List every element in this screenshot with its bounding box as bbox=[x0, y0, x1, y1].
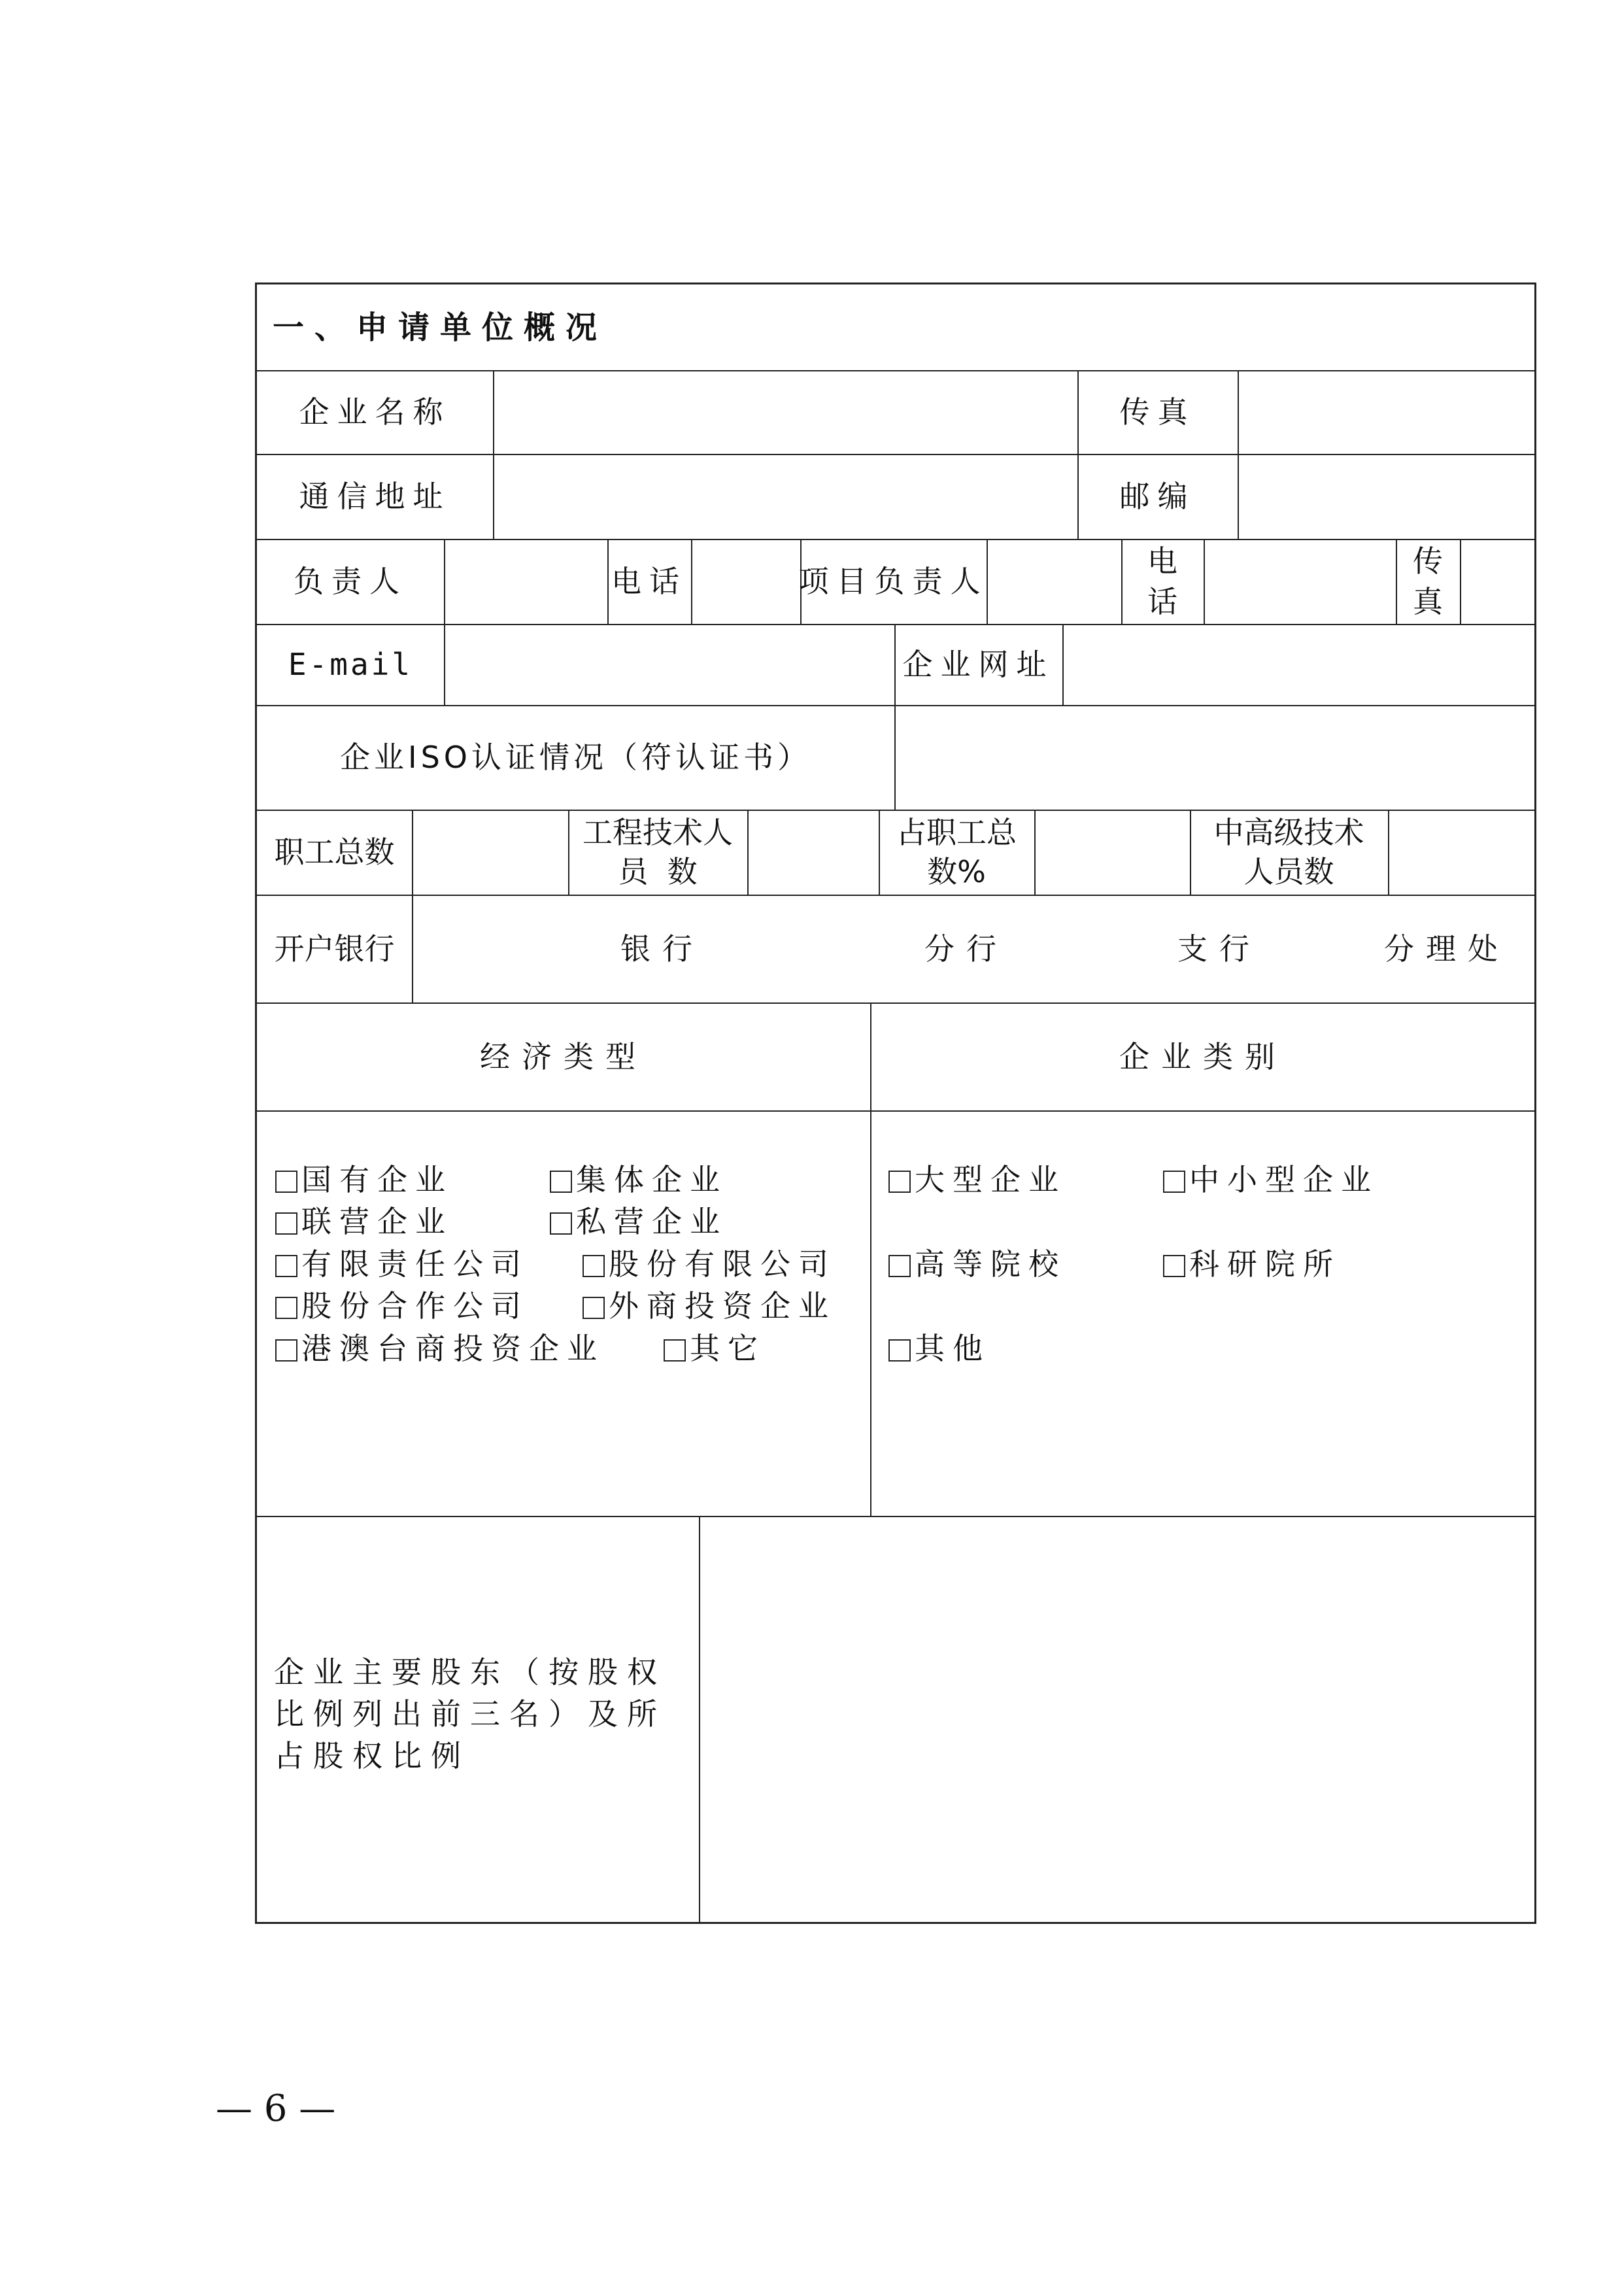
iso-certification-label: 企业ISO认证情况（符认证书） bbox=[340, 740, 811, 775]
fax2-label-top: 传 bbox=[1413, 543, 1443, 579]
total-staff-label: 职工总数 bbox=[274, 834, 395, 870]
economic-option-private[interactable]: 私营企业 bbox=[550, 1201, 728, 1242]
checkbox-icon[interactable] bbox=[550, 1171, 572, 1193]
economic-option-stock-cooperative[interactable]: 股份合作公司 bbox=[275, 1286, 529, 1326]
branch-label: 分行 bbox=[924, 931, 1008, 967]
category-option-large[interactable]: 大型企业 bbox=[888, 1159, 1066, 1200]
economic-option-collective[interactable]: 集体企业 bbox=[550, 1159, 728, 1200]
fax2-field[interactable] bbox=[1460, 539, 1536, 624]
eng-tech-staff-label bbox=[568, 810, 747, 895]
phone-label: 电话 bbox=[611, 564, 687, 599]
office-label: 分理处 bbox=[1384, 931, 1510, 967]
enterprise-category-header: 企业类别 bbox=[1119, 1038, 1287, 1074]
category-option-other[interactable]: 其他 bbox=[888, 1328, 990, 1369]
eng-tech-label-line1: 工程技术人 bbox=[583, 815, 733, 850]
category-option-research-institute[interactable]: 科研院所 bbox=[1163, 1244, 1341, 1284]
phone2-label bbox=[1121, 539, 1204, 624]
phone-field[interactable] bbox=[691, 539, 800, 624]
address-field[interactable] bbox=[493, 454, 1077, 539]
checkbox-icon[interactable] bbox=[275, 1255, 297, 1277]
economic-option-limited-liability[interactable]: 有限责任公司 bbox=[275, 1244, 529, 1284]
checkbox-icon[interactable] bbox=[1163, 1171, 1185, 1193]
senior-tech-staff-label bbox=[1190, 810, 1388, 895]
economic-option-other[interactable]: 其它 bbox=[664, 1328, 766, 1369]
economic-option-joint-stock[interactable]: 股份有限公司 bbox=[583, 1244, 836, 1284]
project-leader-label: 项目负责人 bbox=[798, 564, 988, 599]
checkbox-icon[interactable] bbox=[888, 1255, 911, 1277]
percentage-label-line2: 数% bbox=[927, 854, 986, 889]
checkbox-icon[interactable] bbox=[888, 1339, 911, 1362]
email-field[interactable] bbox=[444, 624, 894, 705]
website-field[interactable] bbox=[1062, 624, 1536, 705]
phone2-label-bottom: 话 bbox=[1147, 584, 1177, 619]
person-in-charge-field[interactable] bbox=[444, 539, 607, 624]
checkbox-icon[interactable] bbox=[1163, 1255, 1185, 1277]
percentage-label-line1: 占职工总 bbox=[896, 815, 1017, 850]
checkbox-icon[interactable] bbox=[888, 1171, 911, 1193]
total-staff-field[interactable] bbox=[412, 810, 568, 895]
category-option-university[interactable]: 高等院校 bbox=[888, 1244, 1066, 1284]
economic-option-state-owned[interactable]: 国有企业 bbox=[275, 1159, 453, 1200]
bank-label: 开户银行 bbox=[274, 931, 395, 967]
checkbox-icon[interactable] bbox=[550, 1212, 572, 1235]
row-divider bbox=[257, 1110, 1536, 1112]
section-title: 一、申请单位概况 bbox=[273, 309, 608, 346]
fax-field[interactable] bbox=[1238, 370, 1536, 454]
staff-percentage-label bbox=[879, 810, 1034, 895]
sub-branch-label: 支行 bbox=[1177, 931, 1261, 967]
economic-type-header: 经济类型 bbox=[480, 1038, 647, 1074]
row-divider bbox=[257, 895, 1536, 896]
fax-label: 传真 bbox=[1119, 394, 1196, 430]
checkbox-icon[interactable] bbox=[275, 1212, 297, 1235]
category-option-sme[interactable]: 中小型企业 bbox=[1163, 1159, 1379, 1200]
shareholders-label: 企业主要股东（按股权比例列出前三名）及所占股权比例 bbox=[274, 1654, 666, 1773]
checkbox-icon[interactable] bbox=[275, 1297, 297, 1319]
phone2-field[interactable] bbox=[1204, 539, 1396, 624]
senior-label-line1: 中高级技术 bbox=[1213, 815, 1364, 850]
senior-tech-staff-field[interactable] bbox=[1388, 810, 1536, 895]
postcode-field[interactable] bbox=[1238, 454, 1536, 539]
bank-name-label: 银行 bbox=[620, 931, 704, 967]
economic-option-hk-macao-taiwan[interactable]: 港澳台商投资企业 bbox=[275, 1328, 605, 1369]
checkbox-icon[interactable] bbox=[275, 1171, 297, 1193]
fax2-label bbox=[1396, 539, 1460, 624]
iso-certification-field[interactable] bbox=[894, 705, 1536, 810]
eng-tech-label-line2: 员 数 bbox=[618, 854, 698, 889]
checkbox-icon[interactable] bbox=[583, 1255, 605, 1277]
project-leader-field[interactable] bbox=[987, 539, 1121, 624]
phone2-label-top: 电 bbox=[1147, 543, 1177, 579]
person-in-charge-label: 负责人 bbox=[294, 564, 407, 599]
page-number: — 6 — bbox=[216, 2087, 336, 2130]
staff-percentage-field[interactable] bbox=[1034, 810, 1190, 895]
senior-label-line2: 人员数 bbox=[1243, 854, 1334, 889]
economic-option-foreign-invested[interactable]: 外商投资企业 bbox=[583, 1286, 836, 1326]
postcode-label: 邮编 bbox=[1119, 479, 1196, 514]
eng-tech-staff-field[interactable] bbox=[747, 810, 879, 895]
email-label: E-mail bbox=[288, 647, 413, 682]
fax2-label-bottom: 真 bbox=[1413, 584, 1443, 619]
application-form-table bbox=[255, 283, 1536, 1924]
website-label: 企业网址 bbox=[902, 647, 1055, 682]
checkbox-icon[interactable] bbox=[583, 1297, 605, 1319]
shareholders-field[interactable] bbox=[699, 1516, 1536, 1924]
checkbox-icon[interactable] bbox=[275, 1339, 297, 1362]
company-name-label: 企业名称 bbox=[299, 394, 451, 430]
economic-option-joint[interactable]: 联营企业 bbox=[275, 1201, 453, 1242]
checkbox-icon[interactable] bbox=[664, 1339, 686, 1362]
address-label: 通信地址 bbox=[299, 479, 451, 514]
company-name-field[interactable] bbox=[493, 370, 1077, 454]
